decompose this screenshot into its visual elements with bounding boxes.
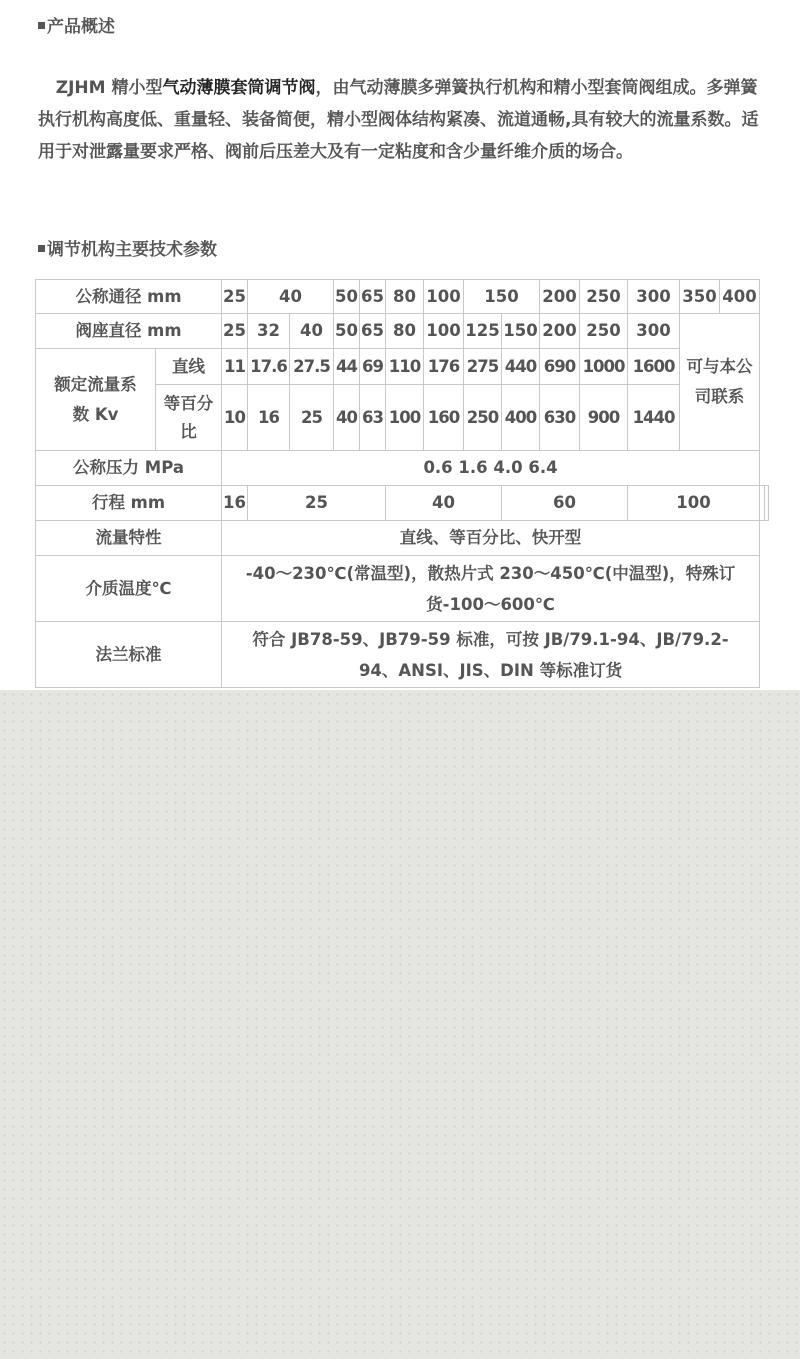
square-bullet-icon	[38, 22, 45, 29]
table-cell: 25	[222, 280, 248, 314]
table-cell: 250	[580, 280, 628, 314]
table-cell: 630	[540, 385, 580, 451]
table-cell: 100	[424, 314, 464, 349]
table-cell: 63	[360, 385, 386, 451]
table-cell: 1000	[580, 349, 628, 385]
table-row-flange	[36, 622, 769, 688]
flow-char-value: 直线、等百分比、快开型	[222, 521, 760, 556]
table-cell: 100	[424, 280, 464, 314]
table-row-pressure	[36, 451, 769, 486]
intro-lead: ZJHM 精小型	[55, 78, 163, 98]
row-label: 行程 mm	[36, 486, 222, 521]
table-row-nominal-dia	[36, 280, 769, 314]
table-cell: 690	[540, 349, 580, 385]
table-cell: 60	[502, 486, 628, 521]
table-cell: 40	[386, 486, 502, 521]
table-cell: 350	[680, 280, 720, 314]
table-cell: 250	[580, 314, 628, 349]
temp-value: -40～230℃(常温型)，散热片式 230～450℃(中温型)，特殊订货-100～600℃	[222, 556, 760, 622]
table-cell-empty	[764, 486, 768, 521]
table-cell: 400	[502, 385, 540, 451]
table-cell: 300	[628, 280, 680, 314]
table-cell: 250	[464, 385, 502, 451]
table-cell: 32	[248, 314, 290, 349]
table-cell: 900	[580, 385, 628, 451]
table-cell: 25	[290, 385, 334, 451]
table-cell: 27.5	[290, 349, 334, 385]
table-cell: 40	[248, 280, 334, 314]
table-cell: 40	[290, 314, 334, 349]
pressure-value: 0.6 1.6 4.0 6.4	[222, 451, 760, 486]
table-cell: 65	[360, 314, 386, 349]
section-heading-overview: 产品概述	[38, 12, 115, 37]
intro-body: ，由气动薄膜多弹簧执行机构和精小型套筒阀组成。多弹簧执行机构高度低、重量轻、装备简便，精小型阀体结构紧凑、流道通畅,具有较大的流量系数。适用于对泄露量要求严格、阀前后压差大及有一定粘度和含少量纤维介质的场合。	[38, 78, 759, 162]
table-cell: 25	[222, 314, 248, 349]
table-cell: 160	[424, 385, 464, 451]
row-label: 法兰标准	[36, 622, 222, 688]
table-cell: 275	[464, 349, 502, 385]
table-cell: 200	[540, 314, 580, 349]
row-label: 额定流量系数 Kv	[36, 349, 156, 451]
table-cell: 150	[502, 314, 540, 349]
table-cell: 400	[720, 280, 760, 314]
table-cell: 80	[386, 314, 424, 349]
table-cell: 10	[222, 385, 248, 451]
table-cell: 25	[248, 486, 386, 521]
row-label: 公称压力 MPa	[36, 451, 222, 486]
table-cell: 176	[424, 349, 464, 385]
table-cell: 44	[334, 349, 360, 385]
table-cell: 80	[386, 280, 424, 314]
table-cell: 69	[360, 349, 386, 385]
table-row-stroke	[36, 486, 769, 521]
table-cell: 200	[540, 280, 580, 314]
section-heading-params: 调节机构主要技术参数	[38, 235, 217, 260]
table-cell: 440	[502, 349, 540, 385]
table-cell: 110	[386, 349, 424, 385]
table-row-kv-linear	[36, 349, 769, 385]
product-name: 气动薄膜套筒调节阀	[162, 78, 316, 98]
intro-paragraph	[38, 72, 768, 168]
sub-label: 等百分比	[156, 385, 222, 451]
table-cell: 100	[386, 385, 424, 451]
blank-background-area	[0, 690, 800, 1359]
flange-value: 符合 JB78-59、JB79-59 标准，可按 JB/79.1-94、JB/79.2-94、ANSI、JIS、DIN 等标准订货	[222, 622, 760, 688]
table-cell: 11	[222, 349, 248, 385]
table-cell: 300	[628, 314, 680, 349]
spec-table	[35, 279, 769, 688]
row-label: 阀座直径 mm	[36, 314, 222, 349]
square-bullet-icon	[38, 245, 45, 252]
sub-label: 直线	[156, 349, 222, 385]
contact-note: 可与本公司联系	[680, 314, 760, 451]
table-cell: 17.6	[248, 349, 290, 385]
table-cell: 16	[248, 385, 290, 451]
table-cell: 65	[360, 280, 386, 314]
table-cell: 125	[464, 314, 502, 349]
row-label: 介质温度℃	[36, 556, 222, 622]
table-cell: 50	[334, 314, 360, 349]
table-cell: 50	[334, 280, 360, 314]
table-cell: 1600	[628, 349, 680, 385]
table-cell: 1440	[628, 385, 680, 451]
table-cell: 40	[334, 385, 360, 451]
table-row-temp	[36, 556, 769, 622]
table-cell: 150	[464, 280, 540, 314]
table-cell: 100	[628, 486, 760, 521]
row-label: 公称通径 mm	[36, 280, 222, 314]
table-row-flow-char	[36, 521, 769, 556]
row-label: 流量特性	[36, 521, 222, 556]
table-cell: 16	[222, 486, 248, 521]
table-row-seat-dia	[36, 314, 769, 349]
